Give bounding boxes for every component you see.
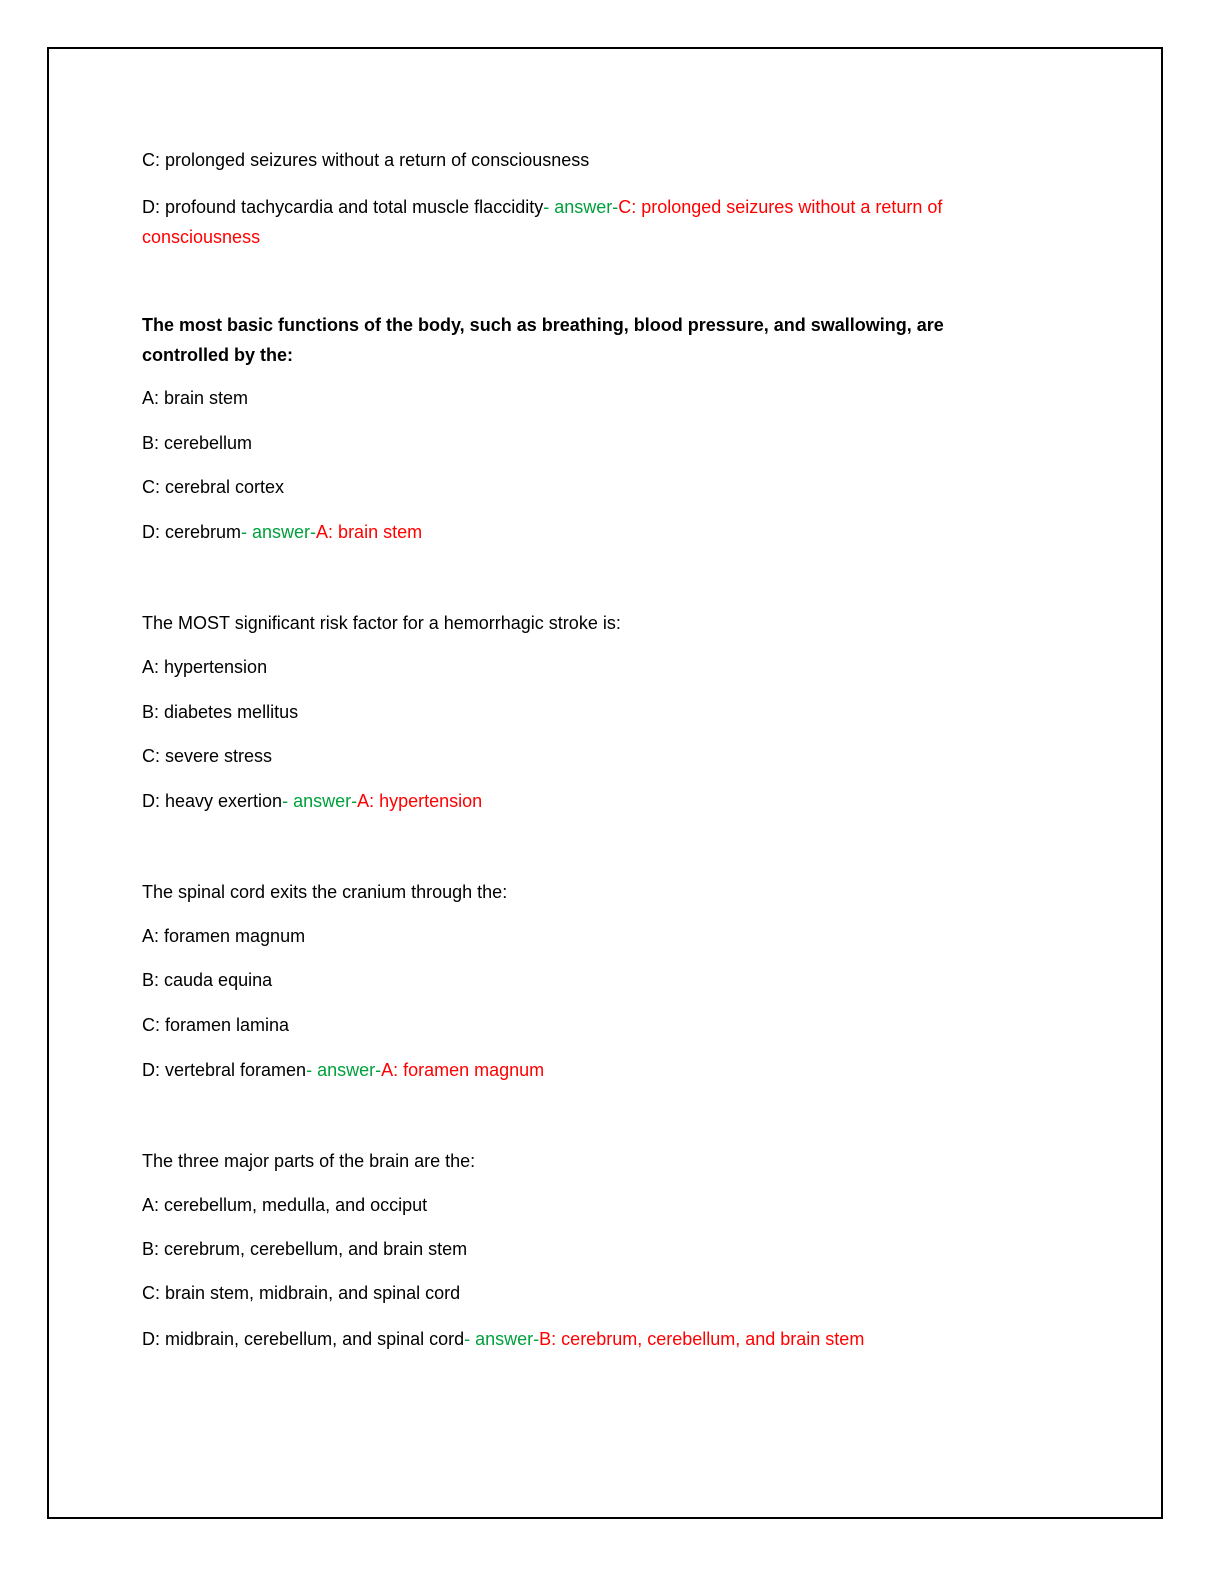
- answer-label: - answer-: [306, 1060, 382, 1080]
- q4-option-c: C: brain stem, midbrain, and spinal cord: [142, 1283, 461, 1303]
- q1-option-a: A: brain stem: [142, 388, 249, 408]
- q4-option-d-line: [142, 1326, 864, 1352]
- q1-answer: A: brain stem: [316, 522, 423, 542]
- q1-option-d: D: cerebrum: [142, 522, 242, 542]
- q2-option-a: A: hypertension: [142, 657, 268, 677]
- prev-option-d-line: [142, 194, 942, 220]
- prev-answer: C: prolonged seizures without a return of: [618, 197, 943, 217]
- q3-answer: A: foramen magnum: [381, 1060, 545, 1080]
- q3-option-b: B: cauda equina: [142, 970, 273, 990]
- q3-option-a: A: foramen magnum: [142, 926, 306, 946]
- q4-question: The three major parts of the brain are the:: [142, 1151, 476, 1171]
- q4-option-b: B: cerebrum, cerebellum, and brain stem: [142, 1239, 468, 1259]
- q1-question-line2: controlled by the:: [142, 345, 294, 365]
- q4-option-d: D: midbrain, cerebellum, and spinal cord: [142, 1329, 465, 1349]
- answer-label: - answer-: [282, 791, 358, 811]
- q2-question: The MOST significant risk factor for a hemorrhagic stroke is:: [142, 613, 621, 633]
- prev-option-c: C: prolonged seizures without a return of consciousness: [142, 150, 590, 170]
- q3-option-d-line: [142, 1057, 544, 1083]
- q2-option-d: D: heavy exertion: [142, 791, 283, 811]
- q3-option-c: C: foramen lamina: [142, 1015, 290, 1035]
- q1-option-c: C: cerebral cortex: [142, 477, 285, 497]
- prev-answer-continued: consciousness: [142, 227, 261, 247]
- q4-option-a: A: cerebellum, medulla, and occiput: [142, 1195, 428, 1215]
- q2-answer: A: hypertension: [357, 791, 483, 811]
- q3-option-d: D: vertebral foramen: [142, 1060, 307, 1080]
- q1-question-line1: The most basic functions of the body, such as breathing, blood pressure, and swallowing, are: [142, 315, 944, 335]
- q1-option-b: B: cerebellum: [142, 433, 253, 453]
- q3-question: The spinal cord exits the cranium through the:: [142, 882, 508, 902]
- answer-label: - answer-: [543, 197, 619, 217]
- q2-option-b: B: diabetes mellitus: [142, 702, 299, 722]
- prev-option-d: D: profound tachycardia and total muscle flaccidity: [142, 197, 544, 217]
- answer-label: - answer-: [464, 1329, 540, 1349]
- q4-answer: B: cerebrum, cerebellum, and brain stem: [539, 1329, 865, 1349]
- q2-option-c: C: severe stress: [142, 746, 273, 766]
- answer-label: - answer-: [241, 522, 317, 542]
- q2-option-d-line: [142, 788, 482, 814]
- q1-option-d-line: [142, 519, 422, 545]
